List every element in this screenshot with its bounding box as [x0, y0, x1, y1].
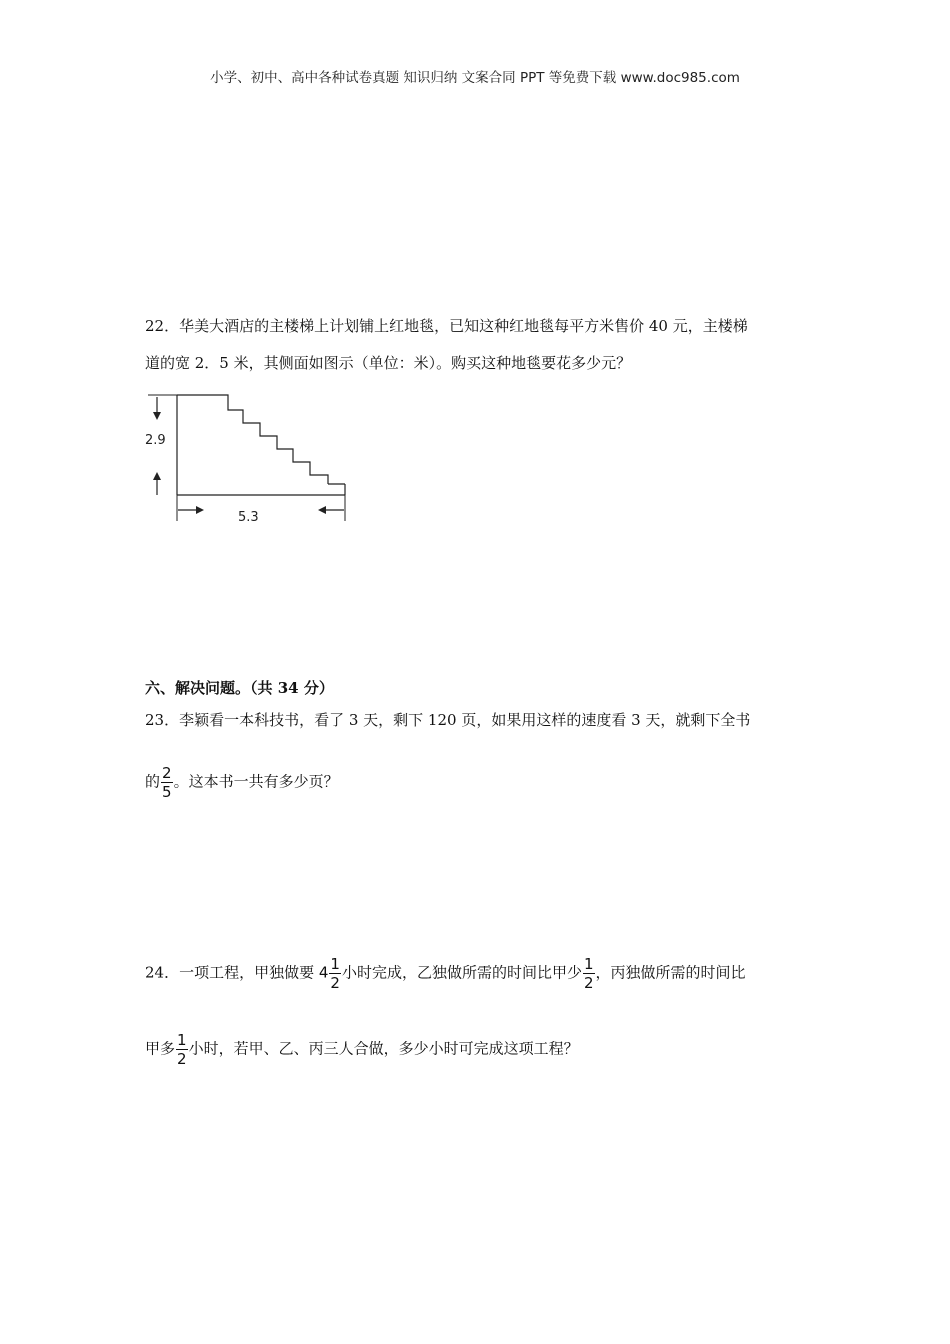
q24-text-a: 24．一项工程，甲独做要 — [145, 963, 319, 982]
q24-text-c: ，丙独做所需的时间比 — [595, 963, 746, 982]
fraction-one-half-c — [176, 1031, 188, 1068]
width-arrowhead-right — [318, 506, 326, 514]
fraction-denominator: 2 — [583, 974, 594, 992]
fraction-denominator: 2 — [177, 1050, 187, 1068]
fraction-numerator: 1 — [177, 1031, 187, 1049]
width-label: 5.3 — [238, 510, 259, 525]
q24-text-e: 小时，若甲、乙、丙三人合做，多少小时可完成这项工程？ — [188, 1039, 579, 1058]
fraction-one-half-b — [583, 955, 595, 992]
fraction-numerator: 1 — [330, 955, 340, 973]
question-22-line2: 道的宽 2．5 米，其侧面如图示（单位：米）。购买这种地毯要花多少元？ — [145, 354, 632, 372]
q24-text-d: 甲多 — [145, 1039, 176, 1058]
question-24-line1 — [145, 955, 746, 992]
section-6-title: 六、解决问题。（共 34 分） — [145, 679, 334, 697]
fraction-one-half-a — [329, 955, 341, 992]
question-22-line1: 22．华美大酒店的主楼梯上计划铺上红地毯，已知这种红地毯每平方米售价 40 元，主楼梯 — [145, 317, 748, 335]
height-label: 2.9 — [145, 433, 166, 448]
fraction-denominator: 2 — [330, 974, 340, 992]
question-23-line2 — [145, 764, 339, 801]
width-arrowhead-left — [196, 506, 204, 514]
q23-post: 。这本书一共有多少页？ — [173, 772, 339, 791]
height-arrowhead-top — [153, 412, 161, 420]
staircase-figure — [140, 388, 355, 532]
fraction-two-fifths — [161, 764, 173, 801]
page-header: 小学、初中、高中各种试卷真题 知识归纳 文案合同 PPT 等免费下载 www.doc985.com — [210, 70, 740, 86]
q24-text-b: 小时完成，乙独做所需的时间比甲少 — [341, 963, 582, 982]
fraction-numerator: 2 — [162, 764, 172, 782]
mixed-number-whole: 4 — [318, 963, 329, 982]
fraction-numerator: 1 — [583, 955, 594, 973]
question-24-line2 — [145, 1031, 579, 1068]
fraction-denominator: 5 — [162, 783, 172, 801]
staircase-outline — [177, 395, 328, 484]
height-arrowhead-bottom — [153, 472, 161, 480]
staircase-diagram — [140, 388, 355, 528]
question-23-line1: 23．李颖看一本科技书，看了 3 天，剩下 120 页，如果用这样的速度看 3 天，就剩下全书 — [145, 711, 751, 729]
q23-pre: 的 — [145, 772, 161, 791]
